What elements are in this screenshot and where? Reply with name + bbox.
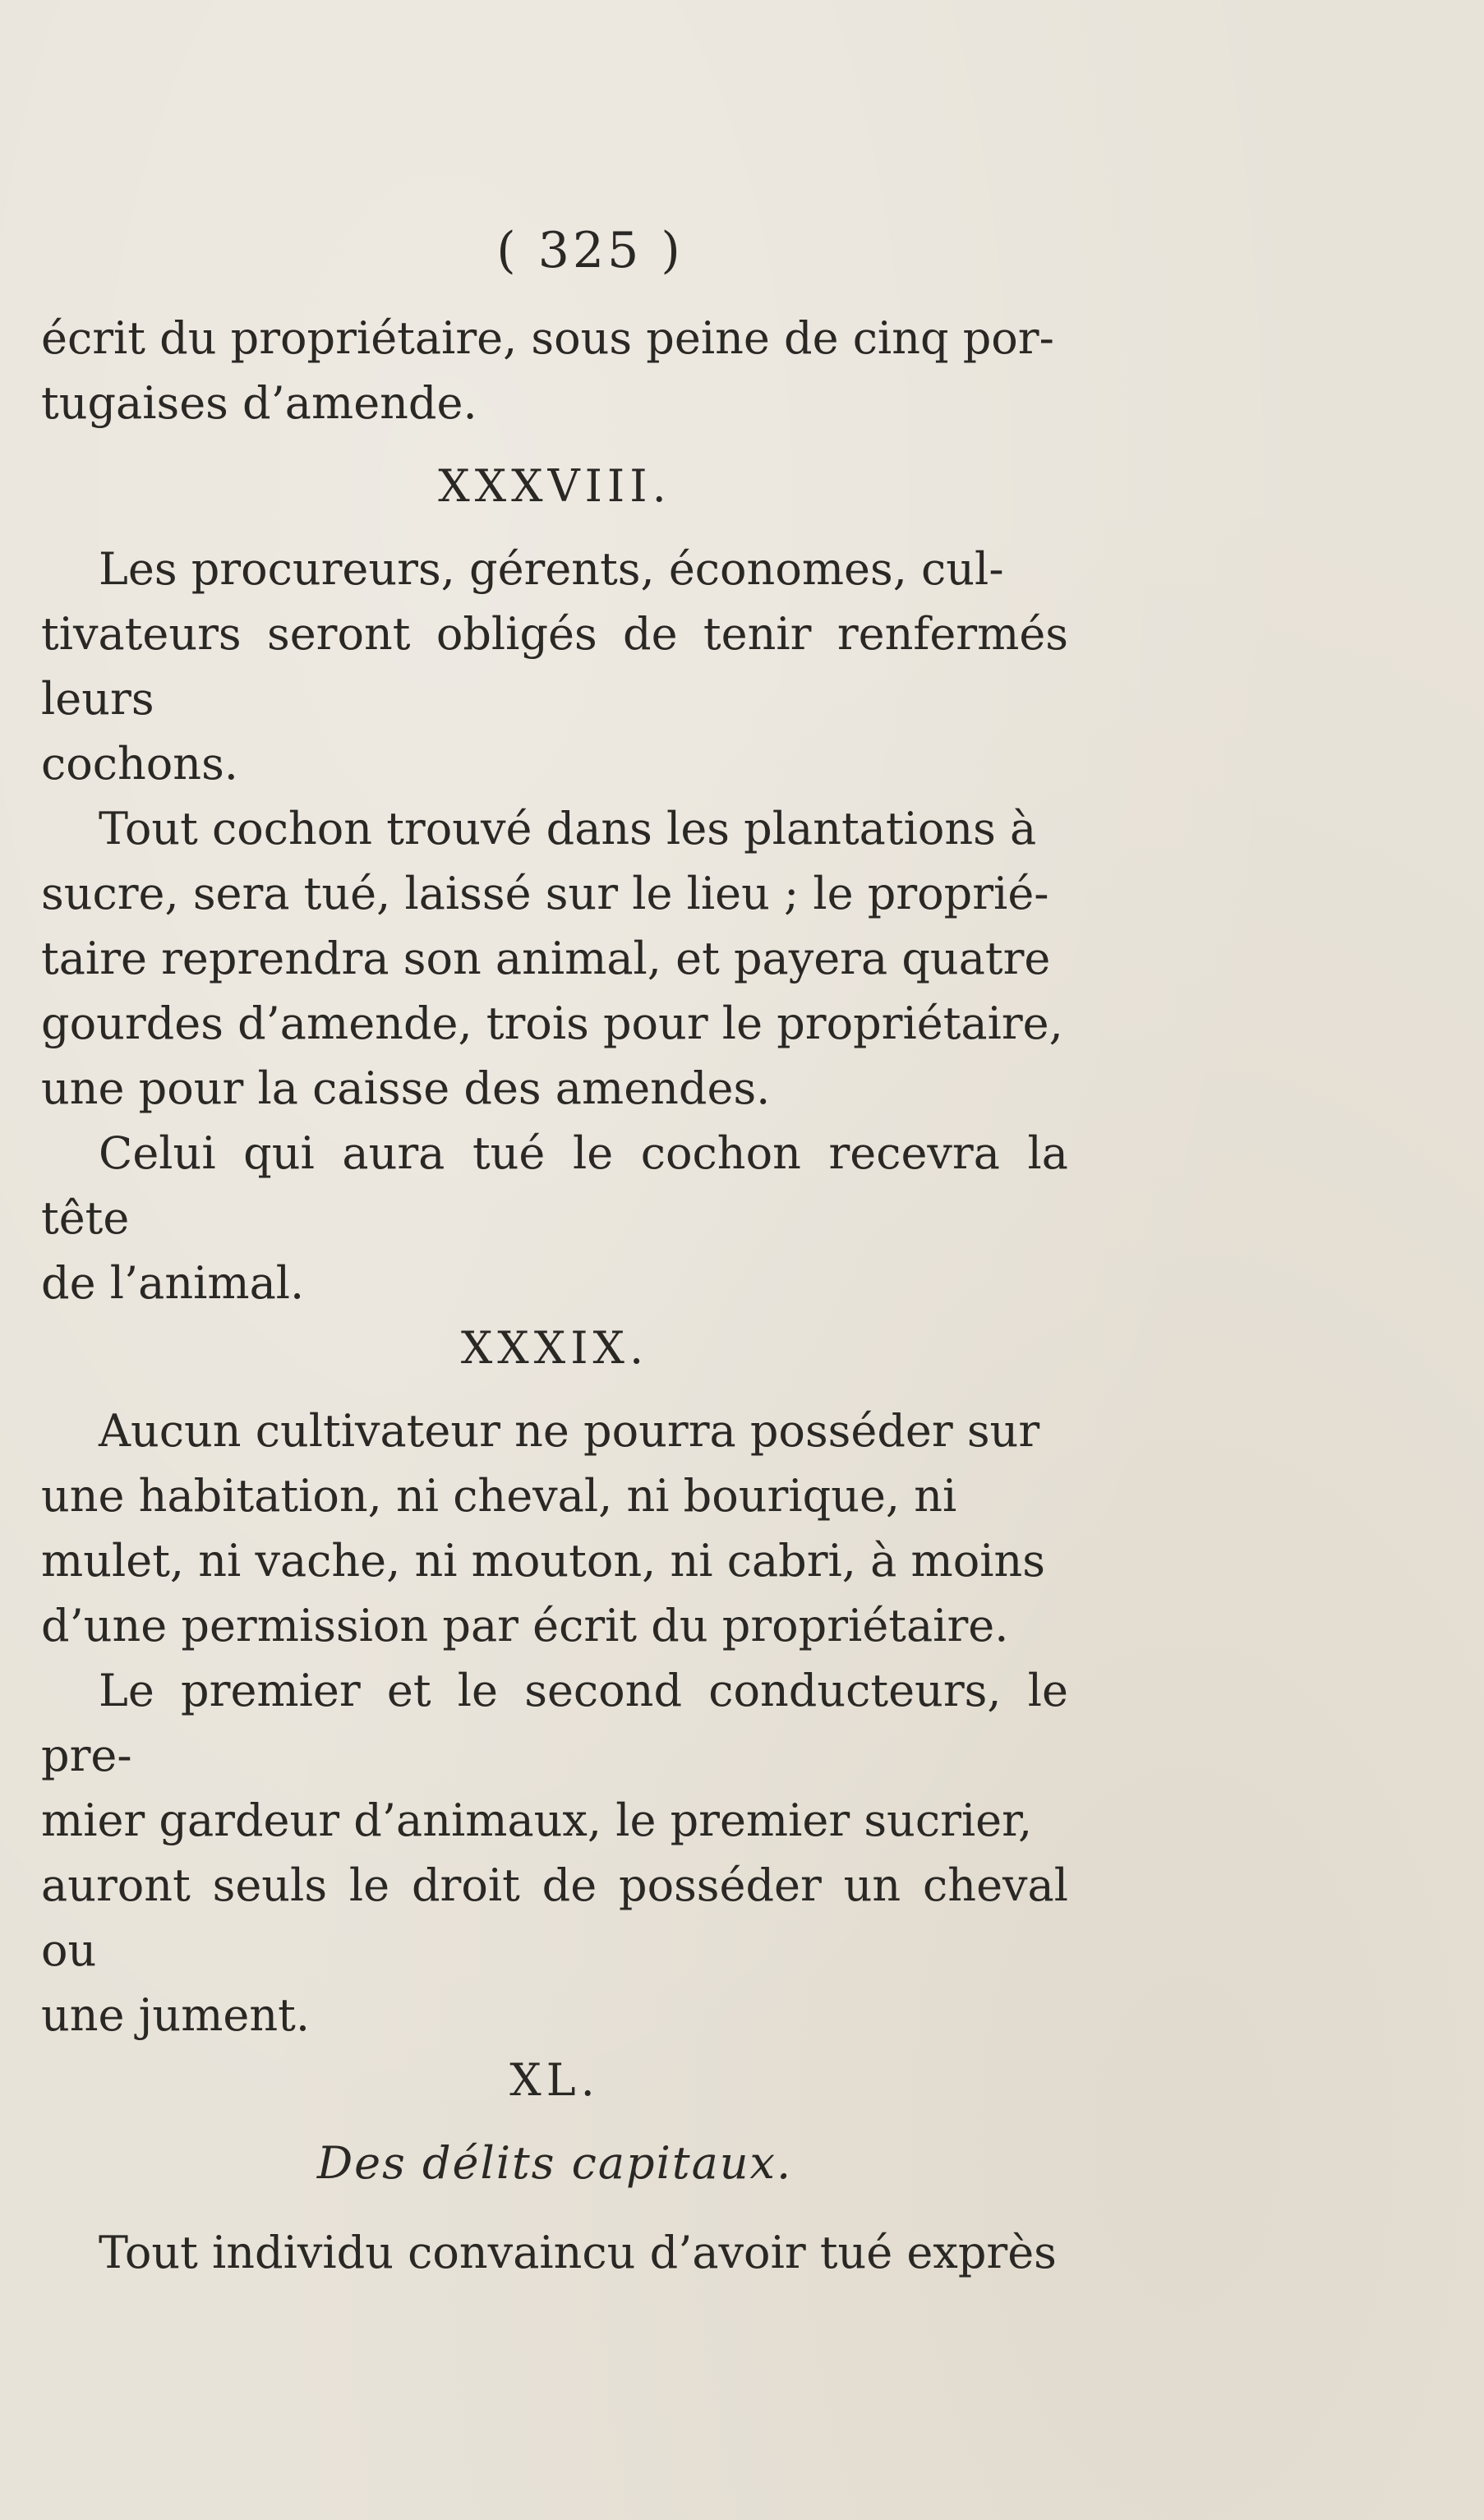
text-line: Tout cochon trouvé dans les plantations à (99, 803, 1037, 855)
text-line: Celui qui aura tué le cochon recevra la tête (41, 1127, 1068, 1244)
text-line: cochons. (41, 738, 238, 790)
text-line: une jument. (41, 1989, 311, 2041)
article-number-38: XXXVIII. (438, 460, 671, 512)
page-body (41, 306, 1068, 2285)
text-line: Aucun cultivateur ne pourra posséder sur (99, 1405, 1040, 1457)
text-line: mulet, ni vache, ni mouton, ni cabri, à moins (41, 1535, 1045, 1587)
text-line: une pour la caisse des amendes. (41, 1062, 771, 1114)
text-line: auront seuls le droit de posséder un cheval ou (41, 1859, 1068, 1976)
page-number: ( 325 ) (496, 222, 684, 279)
text-line: tivateurs seront obligés de tenir renfermés leurs (41, 608, 1068, 725)
text-line: gourdes d’amende, trois pour le propriétaire, (41, 997, 1063, 1049)
text-line: Les procureurs, gérents, économes, cul- (99, 543, 1004, 595)
text-line: sucre, sera tué, laissé sur le lieu ; le proprié- (41, 868, 1049, 919)
article-number-39: XXXIX. (460, 1322, 649, 1374)
article-number-40: XL. (509, 2054, 600, 2106)
text-line: d’une permission par écrit du propriétaire. (41, 1600, 1009, 1652)
section-heading: Des délits capitaux. (316, 2137, 793, 2189)
text-line: Le premier et le second conducteurs, le pre- (41, 1665, 1068, 1781)
text-line: écrit du propriétaire, sous peine de cinq por- (41, 312, 1054, 364)
text-line: Tout individu convaincu d’avoir tué exprès (99, 2227, 1057, 2278)
text-line: une habitation, ni cheval, ni bourique, ni (41, 1470, 957, 1522)
text-line: de l’animal. (41, 1257, 305, 1309)
text-line: tugaises d’amende. (41, 377, 477, 429)
text-line: mier gardeur d’animaux, le premier sucrier, (41, 1794, 1033, 1846)
text-line: taire reprendra son animal, et payera quatre (41, 933, 1051, 984)
